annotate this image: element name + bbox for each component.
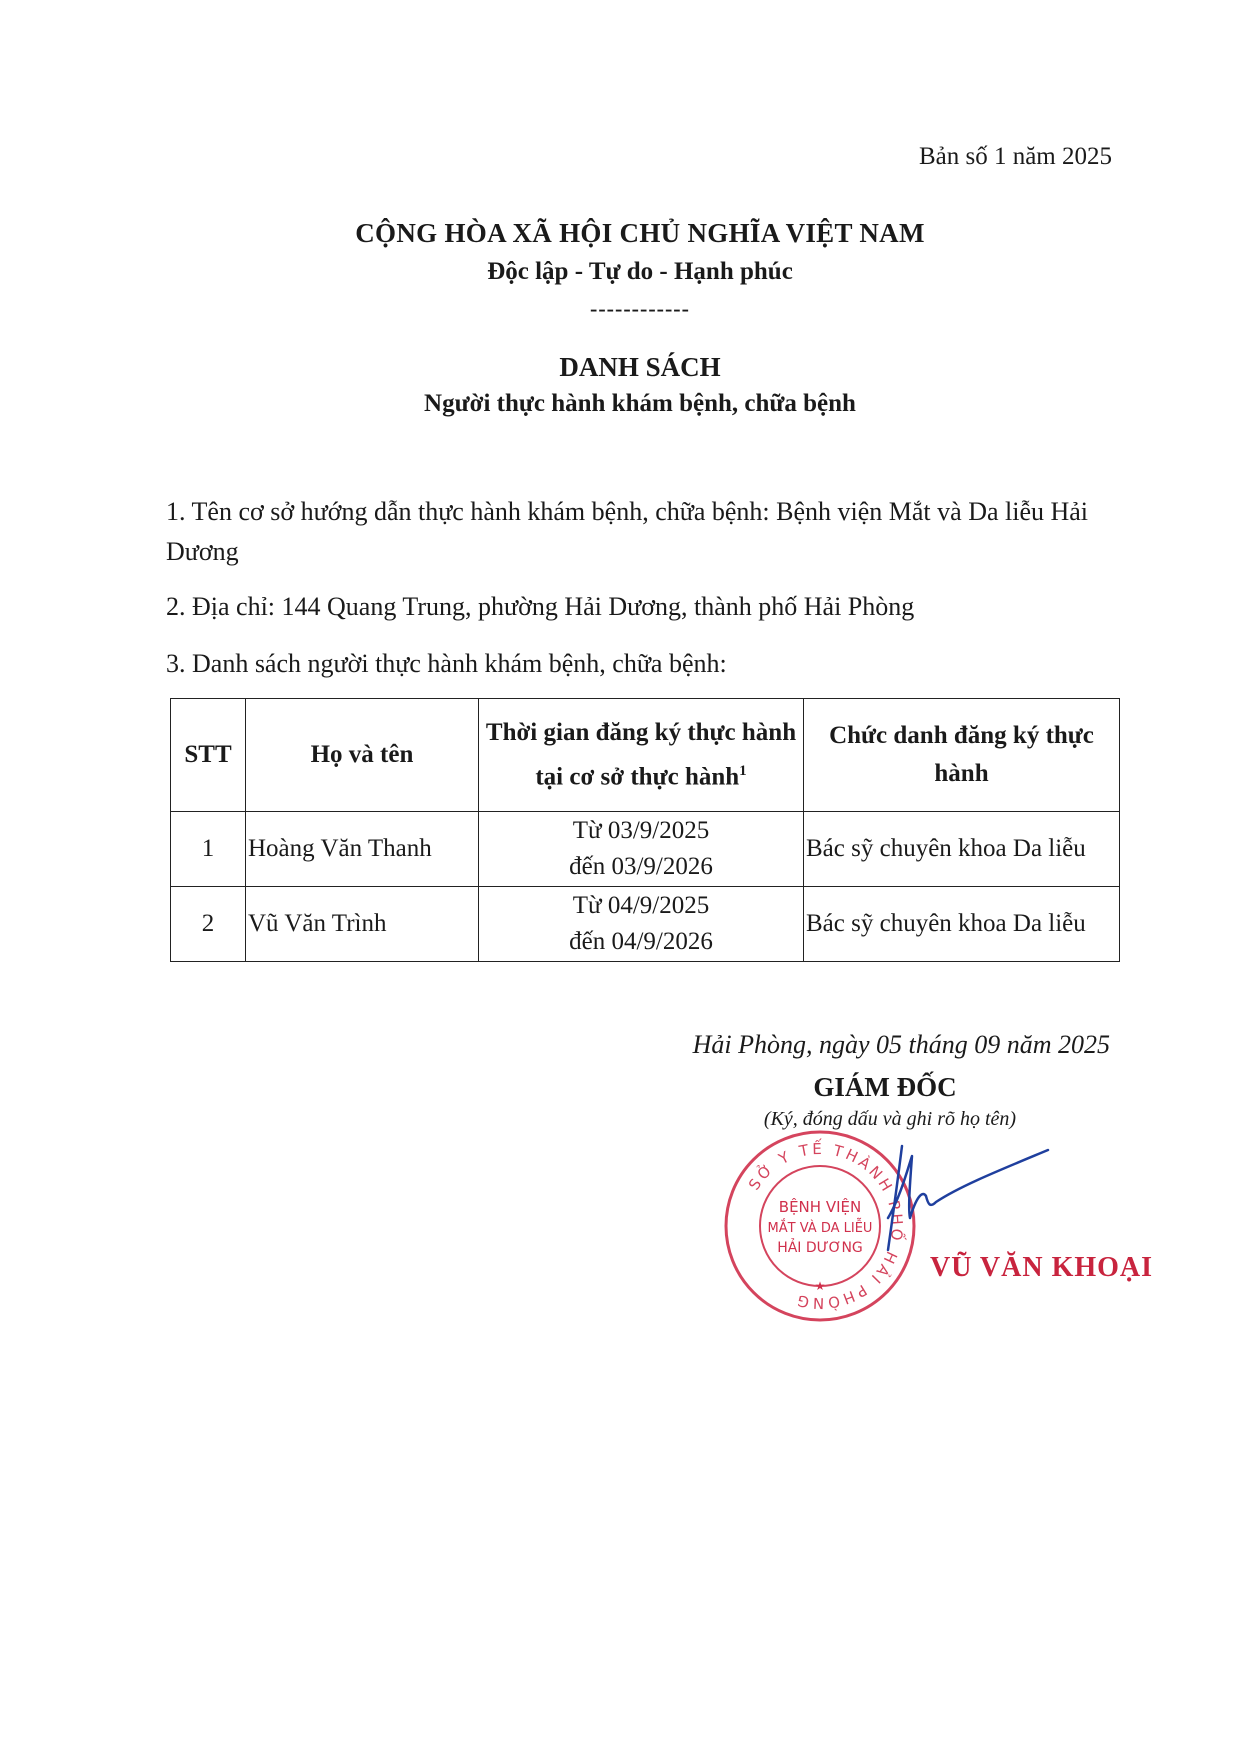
header-name: Họ và tên [246,699,479,812]
document-title: DANH SÁCH [559,352,721,382]
national-motto: Độc lập - Tự do - Hạnh phúc [487,258,793,285]
facility-name-line: 1. Tên cơ sở hướng dẫn thực hành khám bệnh, chữa bệnh: Bệnh viện Mắt và Da liễu Hải Dương [166,497,1089,566]
table-row [171,887,1120,962]
list-intro-line: 3. Danh sách người thực hành khám bệnh, chữa bệnh: [166,649,727,678]
row-time-to: đến 03/9/2026 [569,853,713,880]
signer-position: GIÁM ĐỐC [813,1072,957,1102]
place-and-date: Hải Phòng, ngày 05 tháng 09 năm 2025 [692,1030,1110,1059]
practitioner-table [170,698,1120,962]
stamp-line-2: MẮT VÀ DA LIỄU [767,1221,873,1236]
row-role: Bác sỹ chuyên khoa Da liễu [804,887,1120,962]
row-time-from: Từ 03/9/2025 [572,817,710,844]
signer-name: VŨ VĂN KHOẠI [930,1252,1154,1283]
row-stt: 1 [171,812,246,887]
stamp-ring-text: SỞ Y TẾ THÀNH PHỐ HẢI PHÒNG [745,1139,907,1313]
header-role: Chức danh đăng ký thực hành [804,699,1120,812]
document-subtitle: Người thực hành khám bệnh, chữa bệnh [424,390,856,417]
stamp-star-icon: ★ [814,1279,826,1293]
row-time-from: Từ 04/9/2025 [572,892,710,919]
row-name: Hoàng Văn Thanh [246,812,479,887]
copy-number: Bản số 1 năm 2025 [918,143,1112,170]
row-name: Vũ Văn Trình [246,887,479,962]
stamp-line-1: BỆNH VIỆN [778,1198,862,1216]
header-stt: STT [171,699,246,812]
handwritten-signature [880,1138,1050,1258]
signature-instruction: (Ký, đóng dấu và ghi rõ họ tên) [763,1108,1017,1130]
header-time [479,699,804,812]
row-stt: 2 [171,887,246,962]
row-time [479,887,804,962]
row-time-to: đến 04/9/2026 [569,928,713,955]
national-title: CỘNG HÒA XÃ HỘI CHỦ NGHĨA VIỆT NAM [355,218,925,248]
address-line: 2. Địa chỉ: 144 Quang Trung, phường Hải Dương, thành phố Hải Phòng [166,592,915,621]
stamp-line-3: HẢI DƯƠNG [777,1240,863,1256]
row-time [479,812,804,887]
table-header-row [171,699,1120,812]
row-role: Bác sỹ chuyên khoa Da liễu [804,812,1120,887]
header-divider: ------------ [590,296,690,321]
header-time-label: Thời gian đăng ký thực hành tại cơ sở thực hành [485,718,797,791]
table-row [171,812,1120,887]
footnote-marker: 1 [739,762,747,779]
